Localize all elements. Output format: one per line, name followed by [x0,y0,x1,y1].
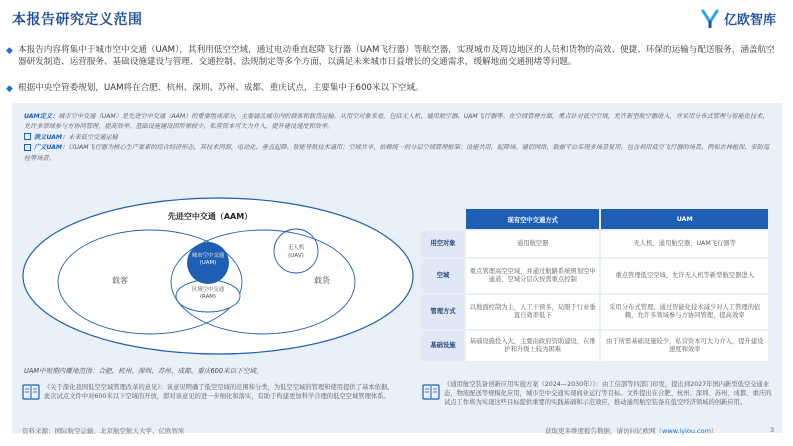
ram-label [178,287,238,301]
ram-label-line1: 区域空中交通 [191,287,225,293]
uav-label [276,244,316,260]
table-row-header: 空域 [422,259,464,293]
table-header-cell: 现有空中交通方式 [466,209,599,229]
bullet-text: 本报告内容将集中于城市空中交通（UAM），其利用低空空域，通过电动垂直起降飞行器（UAM飞行器）等航空器，实现城市及周边地区的人员和货物的高效、便捷、环保的运输与配送服务，涵盖航空器研发制造、运营服务、基础设施建设与管理、交通控制、法规制定等多个方面，以满足未来城市日益增长的交通需求，缓解地面交通拥堵等问题。 [18,45,775,68]
table-cell: 通用航空器 [466,231,599,257]
right-note: 《通用航空装备创新应用实施方案（2024—2030年）》：由工信部等四部门印发，提出到2027年国内新型低空交通业态，物流配送等规模化应用，城市空中交通实现商业运行等目标。文件提出在合肥、杭州、深圳、苏州、成都、重庆的试点工作将为实现这些目标提供重要的实践基础和示范效应，推动通用航空装备在低空经济领域的创新应用。 [444,381,772,407]
table-row [422,331,768,361]
table-cell: 无人机、通用航空器、UAM飞行器等 [601,231,768,257]
logo-text: 亿欧智库 [724,12,777,28]
table-header-cell [422,209,464,229]
page-title: 本报告研究定义范围 [12,12,143,28]
promo-prefix: 获取更多维度报告数据，请访问亿欧网（ [545,427,662,435]
website-link[interactable]: www.iyiou.com [662,427,711,435]
uam-circle-label-line1: 城市空中交通 [191,253,225,259]
broad-uam [24,143,774,164]
broad-uam-label: 广义UAM： [34,144,69,152]
document-icon [422,384,440,400]
logo [700,8,776,28]
table-row-header: 用空对象 [422,231,464,257]
table-row-header: 管理方式 [422,295,464,329]
uam-circle-label-line2: (UAM) [199,260,217,266]
uam-definition-text: 城市空中交通（UAM）是先进空中交通（AAM）的重要组成部分，主要涵盖城市内的载客和载货运输。从用空对象来看，包括无人机、通用航空器、UAM飞行器等。在空域管理方面，重点针对低空空域，允许新型航空器进入，并采用分布式管理与智能化技术，允许多领域参与方协同管理，提高效率。基础设施建设因所需较少，私营资本可大力介入，提升建设速度和效率。 [24,113,769,131]
table-cell: 以地面控制为主，人工干预多，局限于行业垂直自效率低下 [466,295,599,329]
table-row-header: 基础设施 [422,331,464,361]
bullet-item [6,82,778,94]
cargo-label: 载货 [314,276,330,285]
table-row [422,259,768,293]
logo-icon [700,8,720,28]
bullet-item [6,44,778,68]
broad-uam-text: 以UAM飞行器为核心生产要素的综合经济形态，其技术同源，电动化、垂直起降、智能导航技术通用；空域共享，依赖统一的分层空域管理框架；设施共用，起降场、通信网络、数据平台实现多场景复用。包含利用低空飞行器的场景，例如农林植保、安防巡检等场景。 [24,144,770,162]
table-header-cell: UAM [601,209,768,229]
page-number: 3 [770,426,775,434]
uam-range-text: UAM中短期内覆地范围：合肥、杭州、深圳、苏州、成都、重庆600米以下空域。 [24,367,263,375]
checkbox-icon [24,133,31,140]
narrow-uam [24,133,774,143]
checkbox-icon [24,144,31,151]
narrow-uam-text: 未来低空交通运输 [68,133,118,141]
passenger-label: 载客 [112,276,128,285]
uam-definition-label: UAM定义： [24,113,59,120]
left-note: 《关于深化我国低空空域管理改革的意见》：该意见明确了低空空域的范围和分类，为低空空域的管理和使用提供了基本依据。此次试点文件中对600米以下空域的开放，即对该意见的进一步细化和落实，有助于构建更加科学合理的低空空域管理体系。 [44,384,394,401]
source-text: 资料来源：国际航空运输、北京航空航天大学、亿欧智库 [22,427,185,435]
aam-label: 先进空中交通（AAM） [167,212,253,221]
table-row [422,295,768,329]
narrow-uam-label: 狭义UAM： [34,133,69,141]
table-cell: 基础设施投入大，主要由政府资助建设，在维护和升级上较为困难 [466,331,599,361]
comparison-table [420,207,770,363]
definitions [24,112,774,164]
table-cell: 由于所需基础设施较少，私营资本可大力介入，提升建设速度和效率 [601,331,768,361]
uam-circle-label [178,253,238,267]
table-header-row [422,209,768,229]
table-cell: 重点管理高空空域，并通过航路系统规划空中通道，空域分层次按需重点控制 [466,259,599,293]
diamond-bullet-icon: ◆ [6,84,13,94]
diamond-bullet-icon: ◆ [6,46,13,56]
ram-label-line2: (RAM) [199,294,217,300]
table-row [422,231,768,257]
promo-suffix: ） [710,427,718,435]
uam-definition [24,112,774,133]
uav-label-line2: (UAV) [288,253,304,259]
document-icon [22,384,40,400]
table-cell: 重点管理低空空域，允许无人机等新型航空器进入 [601,259,768,293]
bullet-text: 根据中央空管委规划，UAM将在合肥、杭州、深圳、苏州、成都、重庆试点，主要集中于600米以下空域。 [18,83,424,93]
uav-label-line1: 无人机 [287,245,305,251]
table-cell: 采用分布式管理，通过智能化技术减少对人工管理的依赖，允许多领域参与方协同管理，提高效率 [601,295,768,329]
promo-text [545,426,717,435]
